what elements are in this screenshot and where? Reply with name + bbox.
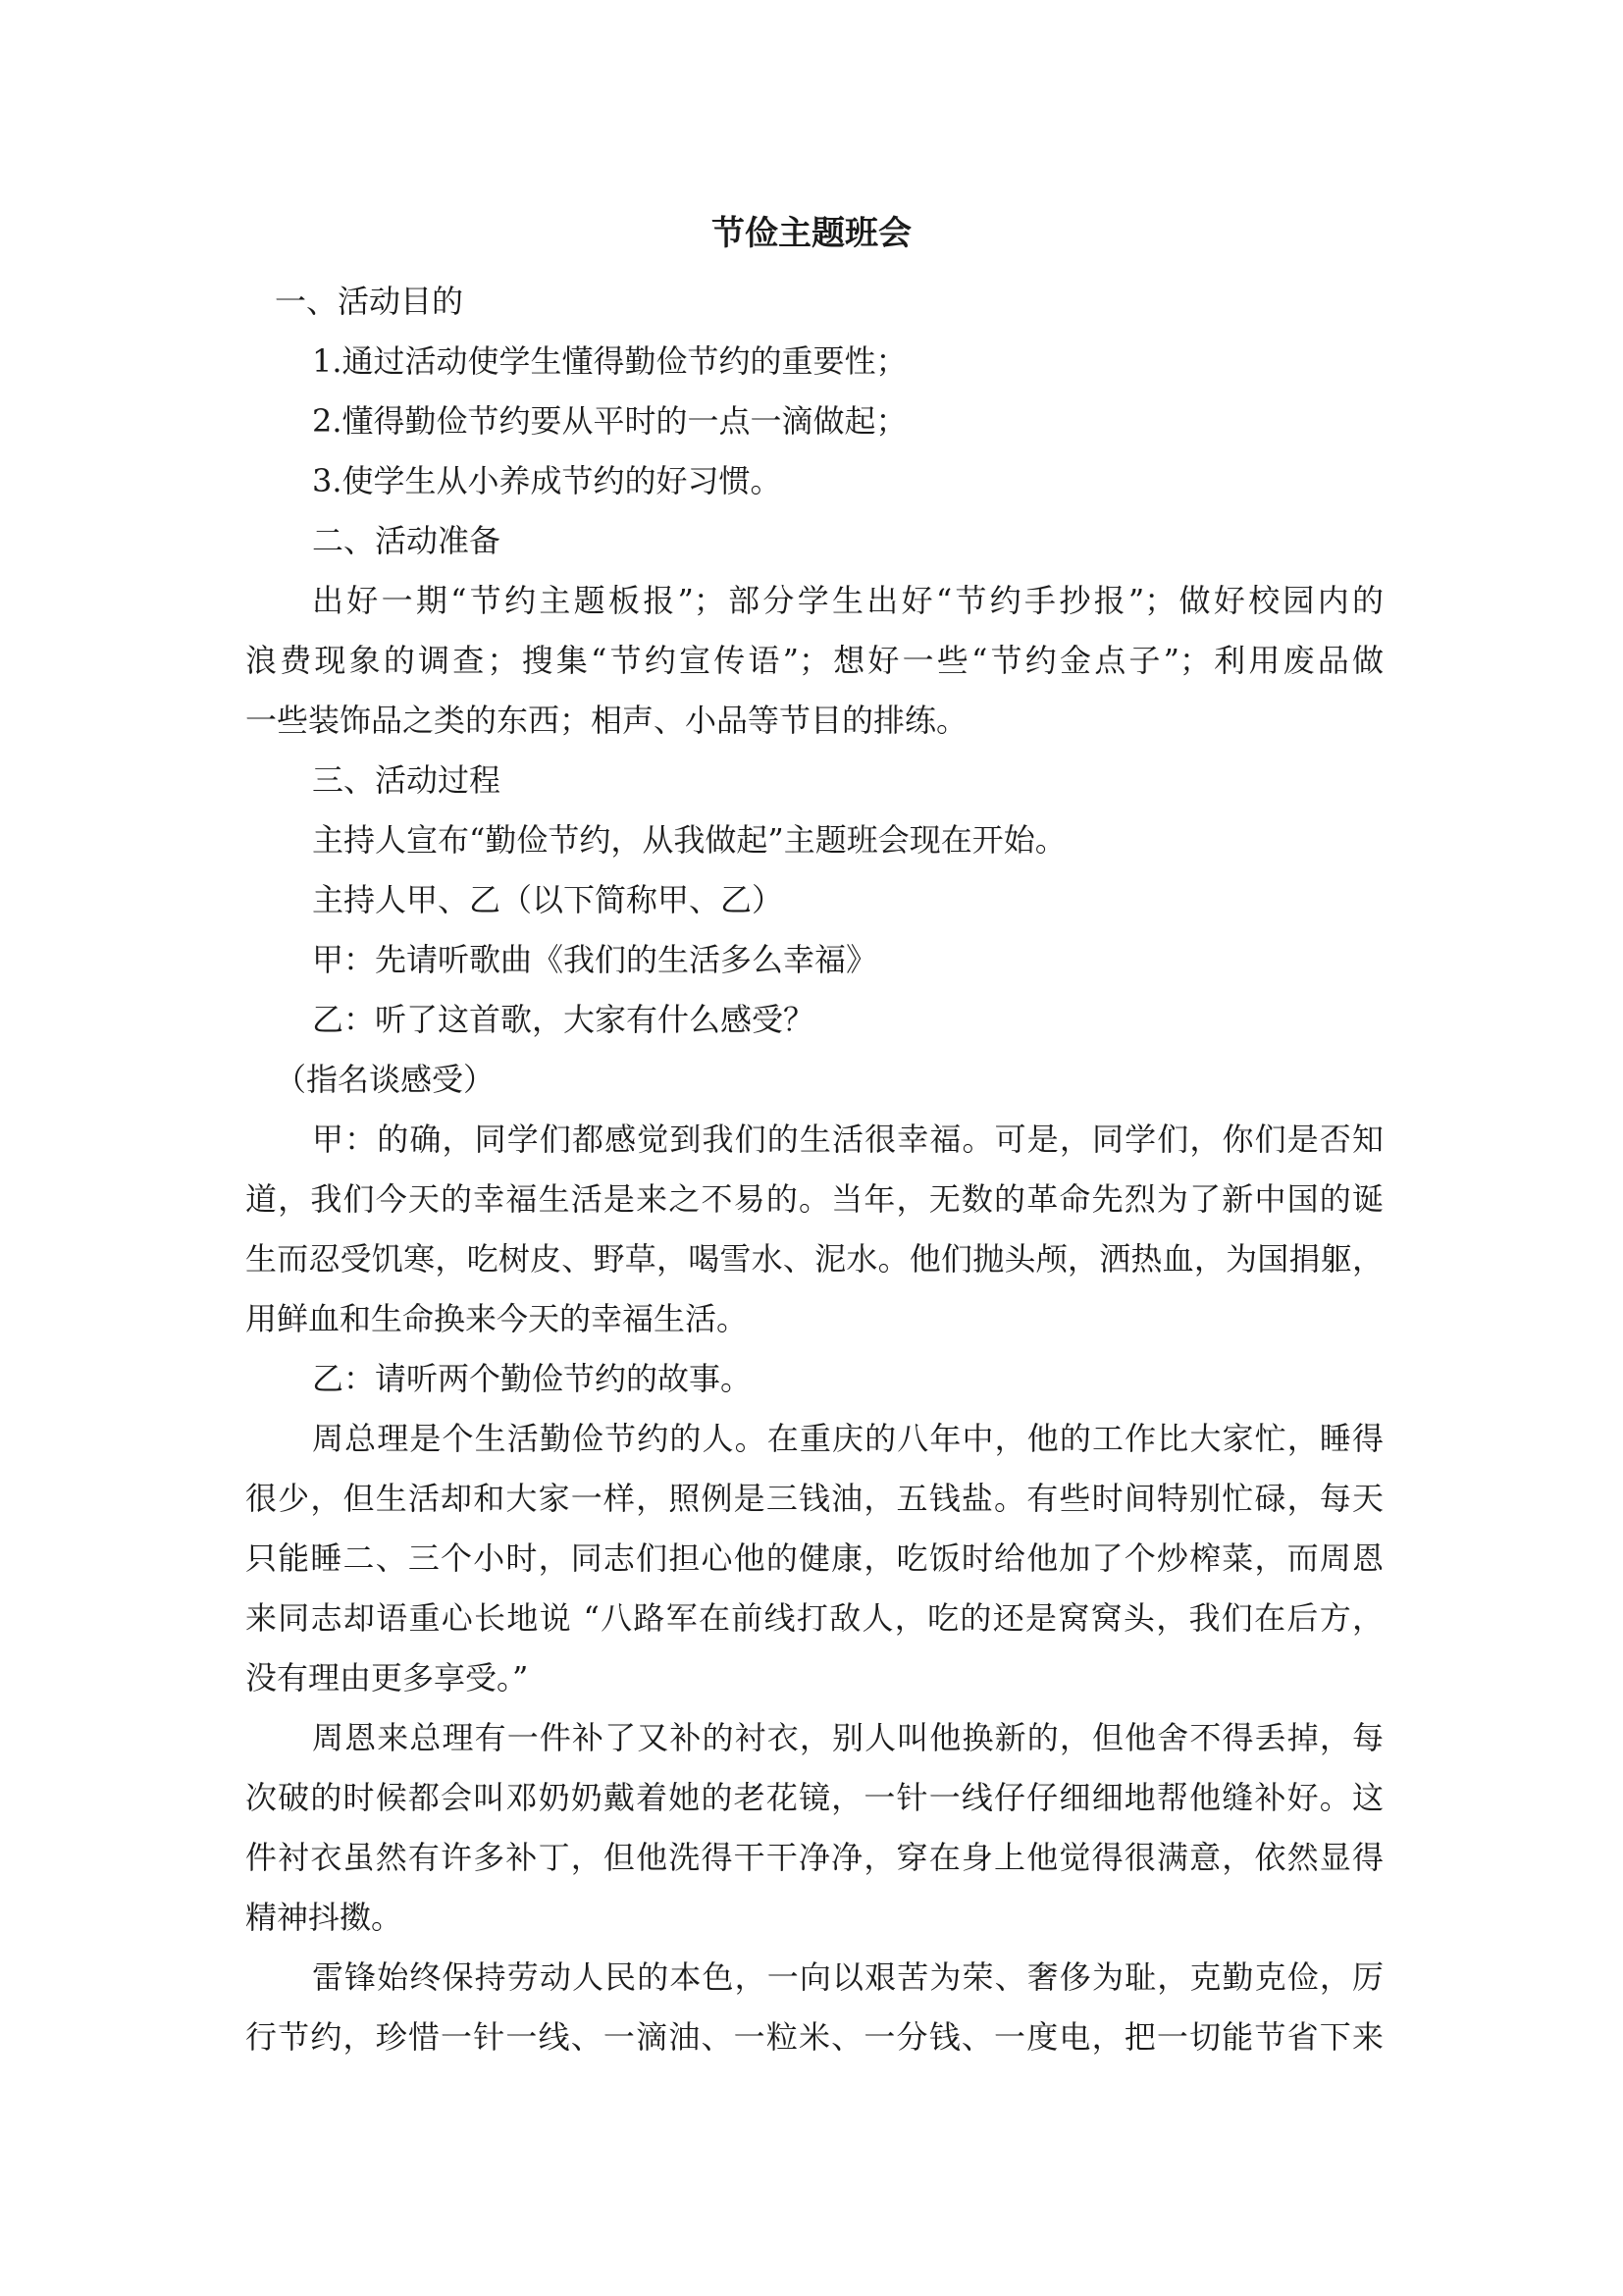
document-title: 节俭主题班会 xyxy=(711,214,912,253)
text-line: 1.通过活动使学生懂得勤俭节约的重要性； xyxy=(312,342,908,380)
section-heading: 三、活动过程 xyxy=(312,761,501,799)
text-line: 只能睡二、三个小时，同志们担心他的健康，吃饭时给他加了个炒榨菜，而周恩 xyxy=(245,1539,1384,1577)
text-line: 2.懂得勤俭节约要从平时的一点一滴做起； xyxy=(312,402,908,440)
section-heading: 二、活动准备 xyxy=(312,522,501,559)
text-line: 出好一期“节约主题板报”；部分学生出好“节约手抄报”；做好校园内的 xyxy=(312,582,1384,619)
text-line: 次破的时候都会叫邓奶奶戴着她的老花镜，一针一线仔仔细细地帮他缝补好。这 xyxy=(245,1779,1384,1816)
text-line: 周总理是个生活勤俭节约的人。在重庆的八年中，他的工作比大家忙，睡得 xyxy=(312,1420,1384,1457)
text-line: 精神抖擞。 xyxy=(245,1899,403,1936)
text-line: 生而忍受饥寒，吃树皮、野草，喝雪水、泥水。他们抛头颅，洒热血，为国捐躯， xyxy=(245,1240,1384,1278)
text-line: 来同志却语重心长地说 “八路军在前线打敌人，吃的还是窝窝头，我们在后方， xyxy=(245,1599,1384,1637)
text-line: 道，我们今天的幸福生活是来之不易的。当年，无数的革命先烈为了新中国的诞 xyxy=(245,1180,1384,1218)
text-line: 周恩来总理有一件补了又补的衬衣，别人叫他换新的，但他舍不得丢掉，每 xyxy=(312,1719,1384,1756)
text-line: 主持人甲、乙（以下简称甲、乙） xyxy=(312,881,784,918)
text-line: 乙：听了这首歌，大家有什么感受？ xyxy=(312,1001,815,1038)
text-line: 件衬衣虽然有许多补丁，但他洗得干干净净，穿在身上他觉得很满意，依然显得 xyxy=(245,1839,1384,1876)
text-line: 一、活动目的 xyxy=(275,283,464,320)
text-line: 主持人宣布“勤俭节约，从我做起”主题班会现在开始。 xyxy=(312,821,1067,859)
text-line: 很少，但生活却和大家一样，照例是三钱油，五钱盐。有些时间特别忙碌，每天 xyxy=(245,1480,1384,1517)
text-line: （指名谈感受） xyxy=(275,1061,496,1098)
document-body xyxy=(245,272,1384,2067)
text-line: 甲：的确，同学们都感觉到我们的生活很幸福。可是，同学们，你们是否知 xyxy=(312,1121,1384,1158)
text-line: 行节约，珍惜一针一线、一滴油、一粒米、一分钱、一度电，把一切能节省下来 xyxy=(245,2018,1384,2056)
text-line: 3.使学生从小养成节约的好习惯。 xyxy=(312,462,782,499)
text-line: 用鲜血和生命换来今天的幸福生活。 xyxy=(245,1300,749,1337)
text-line: 乙：请听两个勤俭节约的故事。 xyxy=(312,1360,753,1397)
text-line: 甲：先请听歌曲《我们的生活多么幸福》 xyxy=(312,941,878,978)
text-line: 一些装饰品之类的东西；相声、小品等节目的排练。 xyxy=(245,702,969,739)
text-line: 浪费现象的调查；搜集“节约宣传语”；想好一些“节约金点子”；利用废品做 xyxy=(245,642,1384,679)
text-line: 没有理由更多享受。” xyxy=(245,1659,529,1696)
text-line: 雷锋始终保持劳动人民的本色，一向以艰苦为荣、奢侈为耻，克勤克俭，厉 xyxy=(312,1958,1384,1996)
